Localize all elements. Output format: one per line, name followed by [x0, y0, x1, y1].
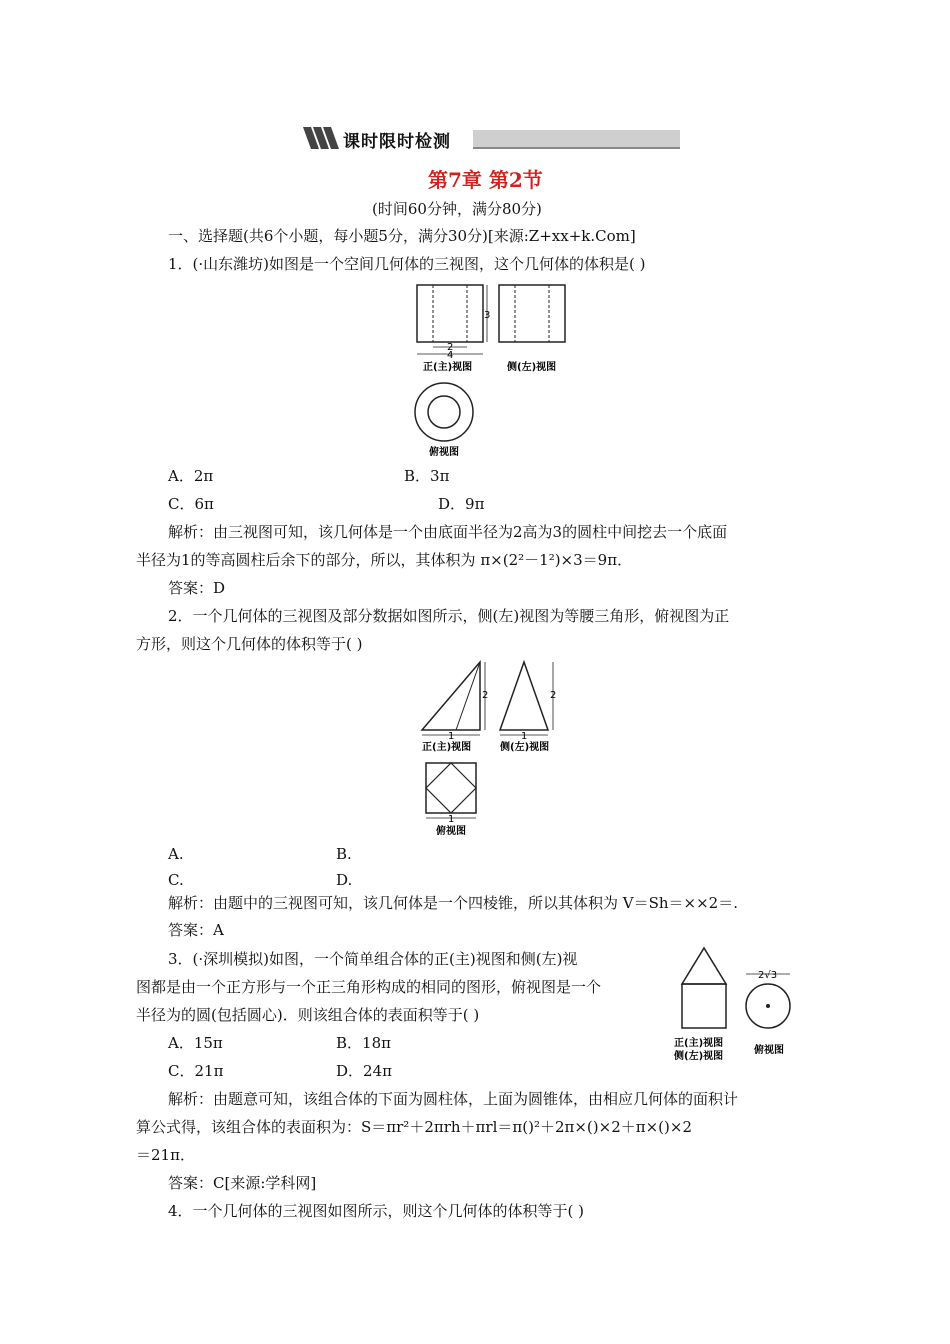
section-heading: 一、选择题(共6个小题，每小题5分，满分30分)[来源:Z+xx+k.Com] — [168, 227, 636, 245]
q2-side-h: 2 — [550, 690, 557, 701]
q2-analysis: 解析：由题中的三视图可知，该几何体是一个四棱锥，所以其体积为 V＝Sh＝××2＝. — [168, 894, 738, 912]
q3-front-label: 正(主)视图 — [674, 1038, 724, 1049]
q2-option-c: C. — [168, 871, 184, 889]
q2-stem-2: 方形，则这个几何体的体积等于( ) — [136, 635, 363, 653]
q3-figure — [672, 946, 822, 1066]
q1-figure — [405, 282, 605, 462]
q1-dim-outer: 4 — [447, 350, 454, 361]
q2-top-label: 俯视图 — [436, 826, 466, 837]
q1-stem: 1．(·山东潍坊)如图是一个空间几何体的三视图，这个几何体的体积是( ) — [168, 255, 646, 273]
q1-front-label: 正(主)视图 — [423, 362, 473, 373]
q3-option-a: A．15π — [168, 1034, 223, 1052]
q3-option-d: D．24π — [336, 1062, 392, 1080]
q3-stem-3: 半径为的圆(包括圆心)．则该组合体的表面积等于( ) — [136, 1006, 480, 1024]
section-banner — [303, 127, 680, 152]
q1-top-label: 俯视图 — [429, 447, 459, 458]
q2-front-h: 2 — [482, 690, 489, 701]
q2-option-b: B. — [336, 845, 352, 863]
q2-side-w: 1 — [521, 731, 528, 742]
q3-analysis-2: 算公式得，该组合体的表面积为：S＝πr²＋2πrh＋πrl＝π()²＋2π×()×2＋π×()×2 — [136, 1118, 692, 1136]
q3-side-label: 侧(左)视图 — [674, 1051, 724, 1062]
q1-answer: 答案：D — [168, 579, 226, 597]
q2-front-label: 正(主)视图 — [422, 742, 472, 753]
q3-answer: 答案：C[来源:学科网] — [168, 1174, 317, 1192]
q1-option-b: B．3π — [404, 467, 450, 485]
q3-top-label: 俯视图 — [754, 1045, 784, 1056]
q4-stem: 4．一个几何体的三视图如图所示，则这个几何体的体积等于( ) — [168, 1202, 585, 1220]
q1-analysis-2: 半径为1的等高圆柱后余下的部分，所以，其体积为 π×(2²－1²)×3＝9π． — [136, 551, 633, 569]
banner-title: 课时限时检测 — [343, 132, 451, 152]
q1-analysis-1: 解析：由三视图可知，该几何体是一个由底面半径为2高为3的圆柱中间挖去一个底面 — [168, 523, 728, 541]
q3-dim-label: 2√3 — [758, 970, 778, 981]
banner-bar — [473, 130, 680, 149]
q3-analysis-3: ＝21π． — [136, 1146, 195, 1164]
q3-stem-1: 3．(·深圳模拟)如图，一个简单组合体的正(主)视图和侧(左)视 — [168, 950, 578, 968]
q2-answer: 答案：A — [168, 921, 224, 939]
q2-top-w: 1 — [448, 814, 455, 825]
q2-stem-1: 2．一个几何体的三视图及部分数据如图所示，侧(左)视图为等腰三角形，俯视图为正 — [168, 607, 730, 625]
q1-side-label: 侧(左)视图 — [507, 362, 557, 373]
q1-option-c: C．6π — [168, 495, 214, 513]
chapter-title: 第7章 第2节 — [428, 168, 543, 192]
q1-option-a: A．2π — [168, 467, 214, 485]
q1-option-d: D．9π — [438, 495, 485, 513]
q2-figure — [418, 660, 618, 840]
q2-front-w: 1 — [448, 731, 455, 742]
q2-option-a: A. — [168, 845, 184, 863]
q2-side-label: 侧(左)视图 — [500, 742, 550, 753]
q3-option-c: C．21π — [168, 1062, 224, 1080]
q3-option-b: B．18π — [336, 1034, 391, 1052]
q3-stem-2: 图都是由一个正方形与一个正三角形构成的相同的图形，俯视图是一个 — [136, 978, 602, 996]
q3-analysis-1: 解析：由题意可知，该组合体的下面为圆柱体，上面为圆锥体，由相应几何体的面积计 — [168, 1090, 739, 1108]
q1-dim-inner: 2 — [447, 342, 454, 353]
q1-dim-height: 3 — [484, 310, 491, 321]
banner-stripes-icon — [303, 127, 343, 149]
q2-option-d: D. — [336, 871, 353, 889]
time-info: (时间60分钟，满分80分) — [372, 200, 542, 218]
